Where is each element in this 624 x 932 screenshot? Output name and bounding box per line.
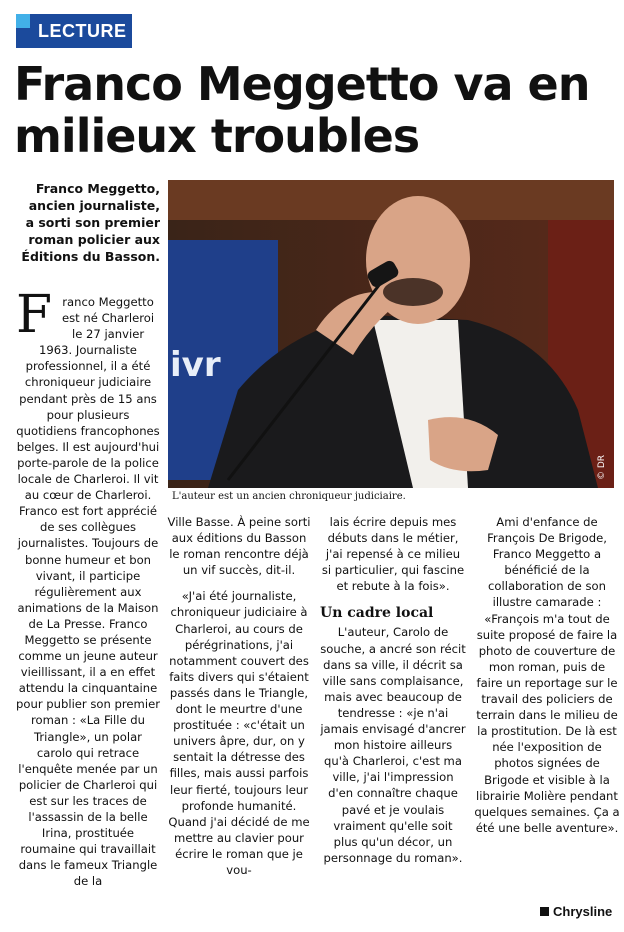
column-3-paragraph-1: lais écrire depuis mes débuts dans le métier, j'ai repensé à ce milieu si particulier, qui fascine et rebute à la fois». <box>321 515 465 594</box>
column-4 <box>474 514 620 846</box>
signature-square-icon <box>540 907 549 916</box>
rubric-square-icon <box>16 14 30 28</box>
subheading: Un cadre local <box>320 605 434 622</box>
author-name: Chrysline <box>553 904 613 919</box>
column-2-paragraph-1: Ville Basse. À peine sorti aux éditions du Basson le roman rencontre déjà un vif succès, dit-il. <box>167 515 311 578</box>
dropcap: F <box>16 285 53 345</box>
author-signature <box>540 904 612 919</box>
headline: Franco Meggetto va en milieux troubles <box>14 57 590 163</box>
stand-text: ivr <box>170 345 221 385</box>
column-4-paragraph: Ami d'enfance de François De Brigode, Franco Meggetto a bénéficié de la collaboration de son illustre camarade : «François m'a tout de suite proposé de faire la photo de couverture de mon roman, puis de faire un reportage sur le travail des policiers de terrain dans le milieu de la prostitution. De là est née l'exposition de photos signées de Brigode et visible à la librairie Molière pendant quelques semaines. Ça a été une belle aventure». <box>474 515 620 835</box>
section-rubric <box>16 14 132 48</box>
lead-paragraph: Franco Meggetto, ancien journaliste, a sorti son premier roman policier aux Éditions du Basson. <box>21 181 160 264</box>
column-2 <box>166 514 312 888</box>
column-1-text: ranco Meggetto est né Charleroi le 27 janvier 1963. Journaliste professionnel, il a été chroniqueur judiciaire pendant près de 15 ans pour plusieurs quotidiens francophones belges. Il est aujourd'hui porte-parole de la police locale de Charleroi. Il vit au cœur de Charleroi. Franco est fort apprécié de ses collègues journalistes. Toujours de bonne humeur et bon vivant, il participe régulièrement aux animations de la Maison de La Presse. Franco Meggetto se présente comme un jeune auteur vieillissant, il a en effet attendu la cinquantaine pour publier son premier roman : «La Fille du Triangle», un polar carolo qui retrace l'enquête menée par un policier de Charleroi qui est sur les traces de l'assassin de la belle Irina, prostituée roumaine qui travaillait dans le fameux Triangle de la <box>16 295 160 889</box>
column-2-paragraph-2: «J'ai été journaliste, chroniqueur judiciaire à Charleroi, au cours de pérégrinations, j'ai notamment couvert des faits divers qui s'étaient passés dans le Triangle, dont le meurtre d'une prostituée : «c'était un univers âpre, dur, on y sentait la détresse des filles, mais aussi parfois leur fierté, toujours leur profonde humanité. Quand j'ai décidé de me mettre au clavier pour écrire le roman que je vou- <box>168 589 310 877</box>
author-photo <box>168 180 614 488</box>
column-3-paragraph-2: L'auteur, Carolo de souche, a ancré son récit dans sa ville, il décrit sa ville sans complaisance, mais avec beaucoup de tendresse : «je n'ai jamais envisagé d'ancrer mon histoire ailleurs qu'à Charleroi, c'est ma ville, j'ai l'impression d'en connaître chaque pavé et je voulais vraiment qu'elle soit plus qu'un décor, un personnage du roman». <box>320 625 466 865</box>
photo-credit: © DR <box>597 454 607 480</box>
photo-caption: L'auteur est un ancien chroniqueur judiciaire. <box>172 491 406 502</box>
column-1 <box>16 285 160 889</box>
rubric-label: LECTURE <box>38 21 127 41</box>
column-3 <box>320 514 466 876</box>
